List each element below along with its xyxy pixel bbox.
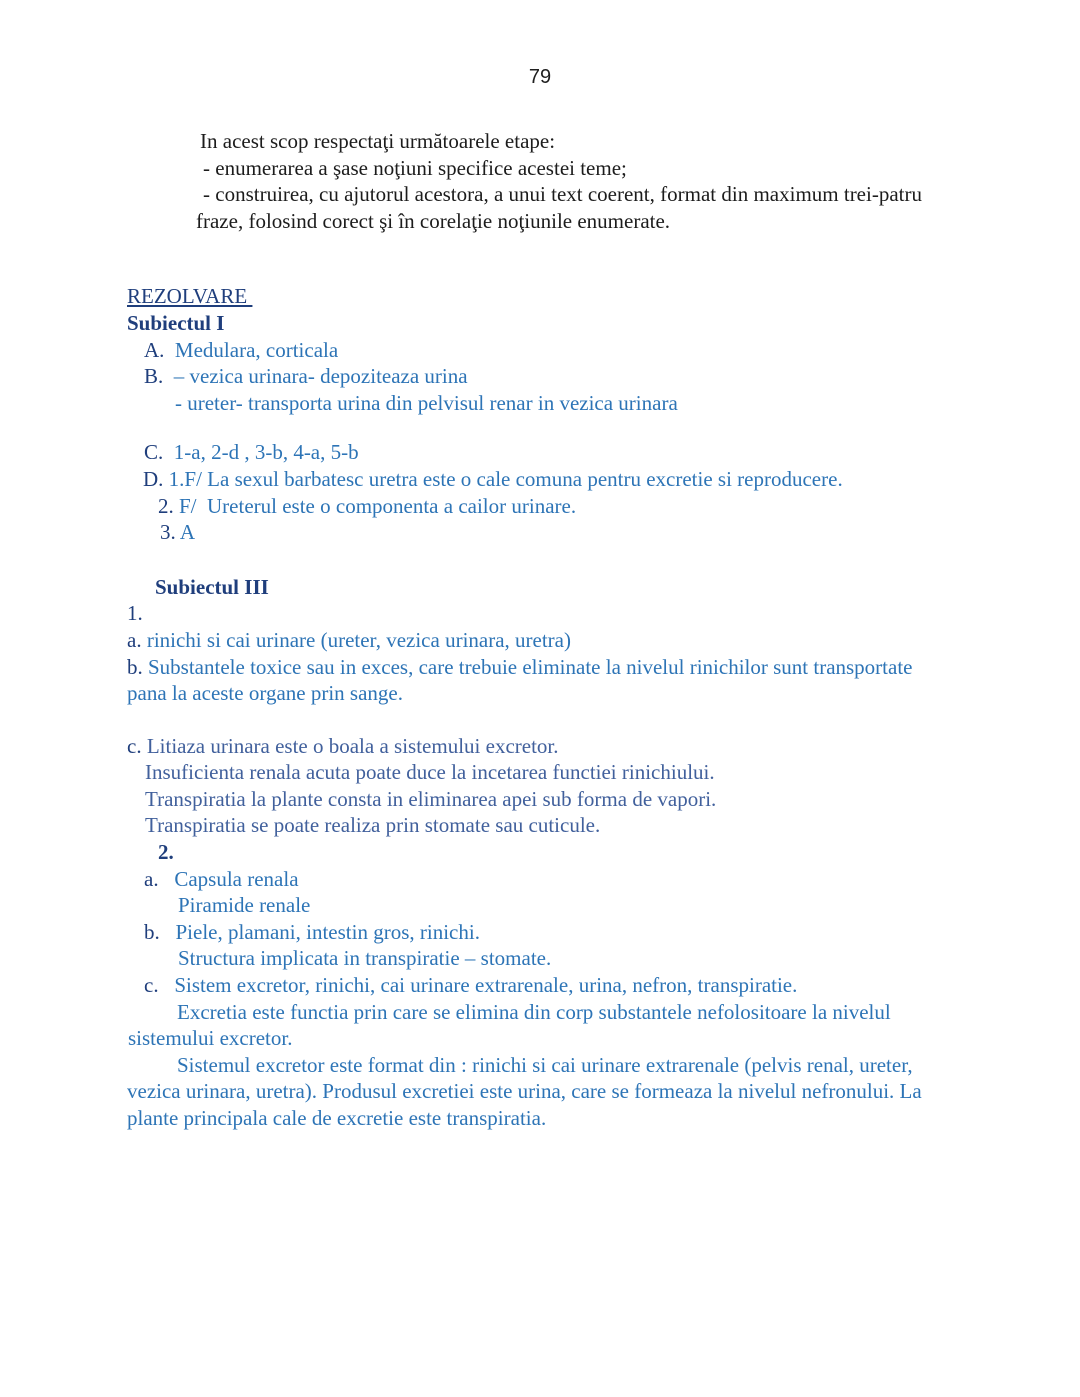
answer-line — [127, 1078, 1080, 1105]
text-segment: Subiectul I — [127, 310, 225, 335]
subiect-1-heading — [127, 310, 1080, 337]
text-segment: Transpiratia se poate realiza prin stomate sau cuticule. — [145, 813, 601, 838]
answer-line — [144, 972, 1080, 999]
text-segment: 1. — [127, 601, 143, 626]
text-segment: D. — [143, 466, 164, 491]
answer-line — [178, 892, 1080, 919]
text-segment: In acest scop respectaţi următoarele etape: — [200, 129, 556, 153]
answer-line — [128, 1025, 1080, 1052]
document-content — [0, 128, 1080, 1132]
intro-line — [200, 128, 1080, 155]
answer-line — [127, 1105, 1080, 1132]
text-segment: A — [175, 520, 196, 545]
text-segment: c. — [144, 973, 159, 998]
answer-line — [144, 363, 1080, 390]
answer-line — [145, 786, 1080, 813]
text-segment: 2. — [158, 840, 174, 865]
text-segment: plante principala cale de excretie este transpiratia. — [127, 1106, 547, 1130]
text-segment: Piele, plamani, intestin gros, rinichi. — [159, 919, 480, 944]
text-segment: a. — [144, 866, 159, 891]
page-number: 79 — [528, 66, 552, 88]
answer-line — [143, 466, 1080, 493]
text-segment: Structura implicata in transpiratie – stomate. — [178, 946, 552, 971]
text-segment: rinichi si cai urinare (ureter, vezica urinara, uretra) — [141, 627, 571, 652]
text-segment: 3. — [160, 520, 176, 545]
text-segment: B. — [144, 364, 164, 389]
rezolvare-heading — [127, 283, 1080, 310]
answer-line — [144, 919, 1080, 946]
answer-line — [158, 493, 1080, 520]
text-segment: Sistem excretor, rinichi, cai urinare extrarenale, urina, nefron, transpiratie. — [158, 973, 798, 998]
text-segment: F/ Ureterul este o componenta a cailor urinare. — [173, 493, 577, 518]
text-segment: vezica urinara, uretra). Produsul excretiei este urina, care se formeaza la nivelul nefronului. La — [127, 1079, 922, 1104]
answer-line — [158, 839, 1080, 866]
text-segment: Capsula renala — [158, 866, 299, 891]
text-segment: b. — [144, 919, 160, 944]
text-segment: C. — [144, 440, 164, 465]
text-segment: Insuficienta renala acuta poate duce la incetarea functiei rinichiului. — [145, 760, 715, 785]
answer-line — [177, 999, 1080, 1026]
answer-line — [160, 519, 1080, 546]
text-segment: b. — [127, 654, 143, 679]
text-segment: pana la aceste organe prin sange. — [127, 681, 403, 706]
text-segment: a. — [127, 627, 142, 652]
text-segment: Piramide renale — [178, 893, 311, 918]
intro-line — [203, 181, 1080, 208]
text-segment: Excretia este functia prin care se elimina din corp substantele nefolositoare la nivelul — [177, 999, 891, 1024]
text-segment: Substantele toxice sau in exces, care trebuie eliminate la nivelul rinichilor sunt transportate — [142, 654, 913, 679]
text-segment: – vezica urinara- depoziteaza urina — [163, 364, 468, 389]
answer-line — [144, 866, 1080, 893]
text-segment: Medulara, corticala — [164, 337, 339, 362]
intro-line — [203, 155, 1080, 182]
text-segment: 1-a, 2-d , 3-b, 4-a, 5-b — [163, 440, 359, 465]
answer-line — [144, 337, 1080, 364]
answer-line — [177, 1052, 1080, 1079]
text-segment: - ureter- transporta urina din pelvisul renar in vezica urinara — [175, 390, 678, 415]
answer-line — [127, 654, 1080, 681]
text-segment: - construirea, cu ajutorul acestora, a unui text coerent, format din maximum trei-patru — [203, 182, 922, 207]
text-segment: Subiectul III — [155, 574, 269, 599]
text-segment: c. — [127, 733, 142, 758]
answer-line — [144, 439, 1080, 466]
answer-line — [127, 627, 1080, 654]
text-segment: 2. — [158, 493, 174, 518]
intro-line — [196, 208, 1080, 235]
subiect-3-heading — [155, 574, 1080, 601]
text-segment: REZOLVARE — [127, 284, 253, 309]
answer-line — [175, 390, 1080, 417]
answer-line — [178, 945, 1080, 972]
answer-line — [145, 759, 1080, 786]
answer-line — [127, 600, 1080, 627]
answer-line — [127, 733, 1080, 760]
text-segment: - enumerarea a şase noţiuni specifice acestei teme; — [203, 155, 627, 180]
text-segment: 1.F/ La sexul barbatesc uretra este o cale comuna pentru excretie si reproducere. — [163, 466, 843, 491]
answer-line — [127, 680, 1080, 707]
text-segment: A. — [144, 337, 165, 362]
answer-line — [145, 812, 1080, 839]
text-segment: sistemului excretor. — [128, 1026, 293, 1051]
text-segment: fraze, folosind corect şi în corelaţie noţiunile enumerate. — [196, 208, 671, 233]
text-segment: Sistemul excretor este format din : rinichi si cai urinare extrarenale (pelvis renal, ureter, — [177, 1052, 913, 1077]
text-segment: Transpiratia la plante consta in eliminarea apei sub forma de vapori. — [145, 786, 717, 811]
text-segment: Litiaza urinara este o boala a sistemului excretor. — [141, 733, 559, 758]
